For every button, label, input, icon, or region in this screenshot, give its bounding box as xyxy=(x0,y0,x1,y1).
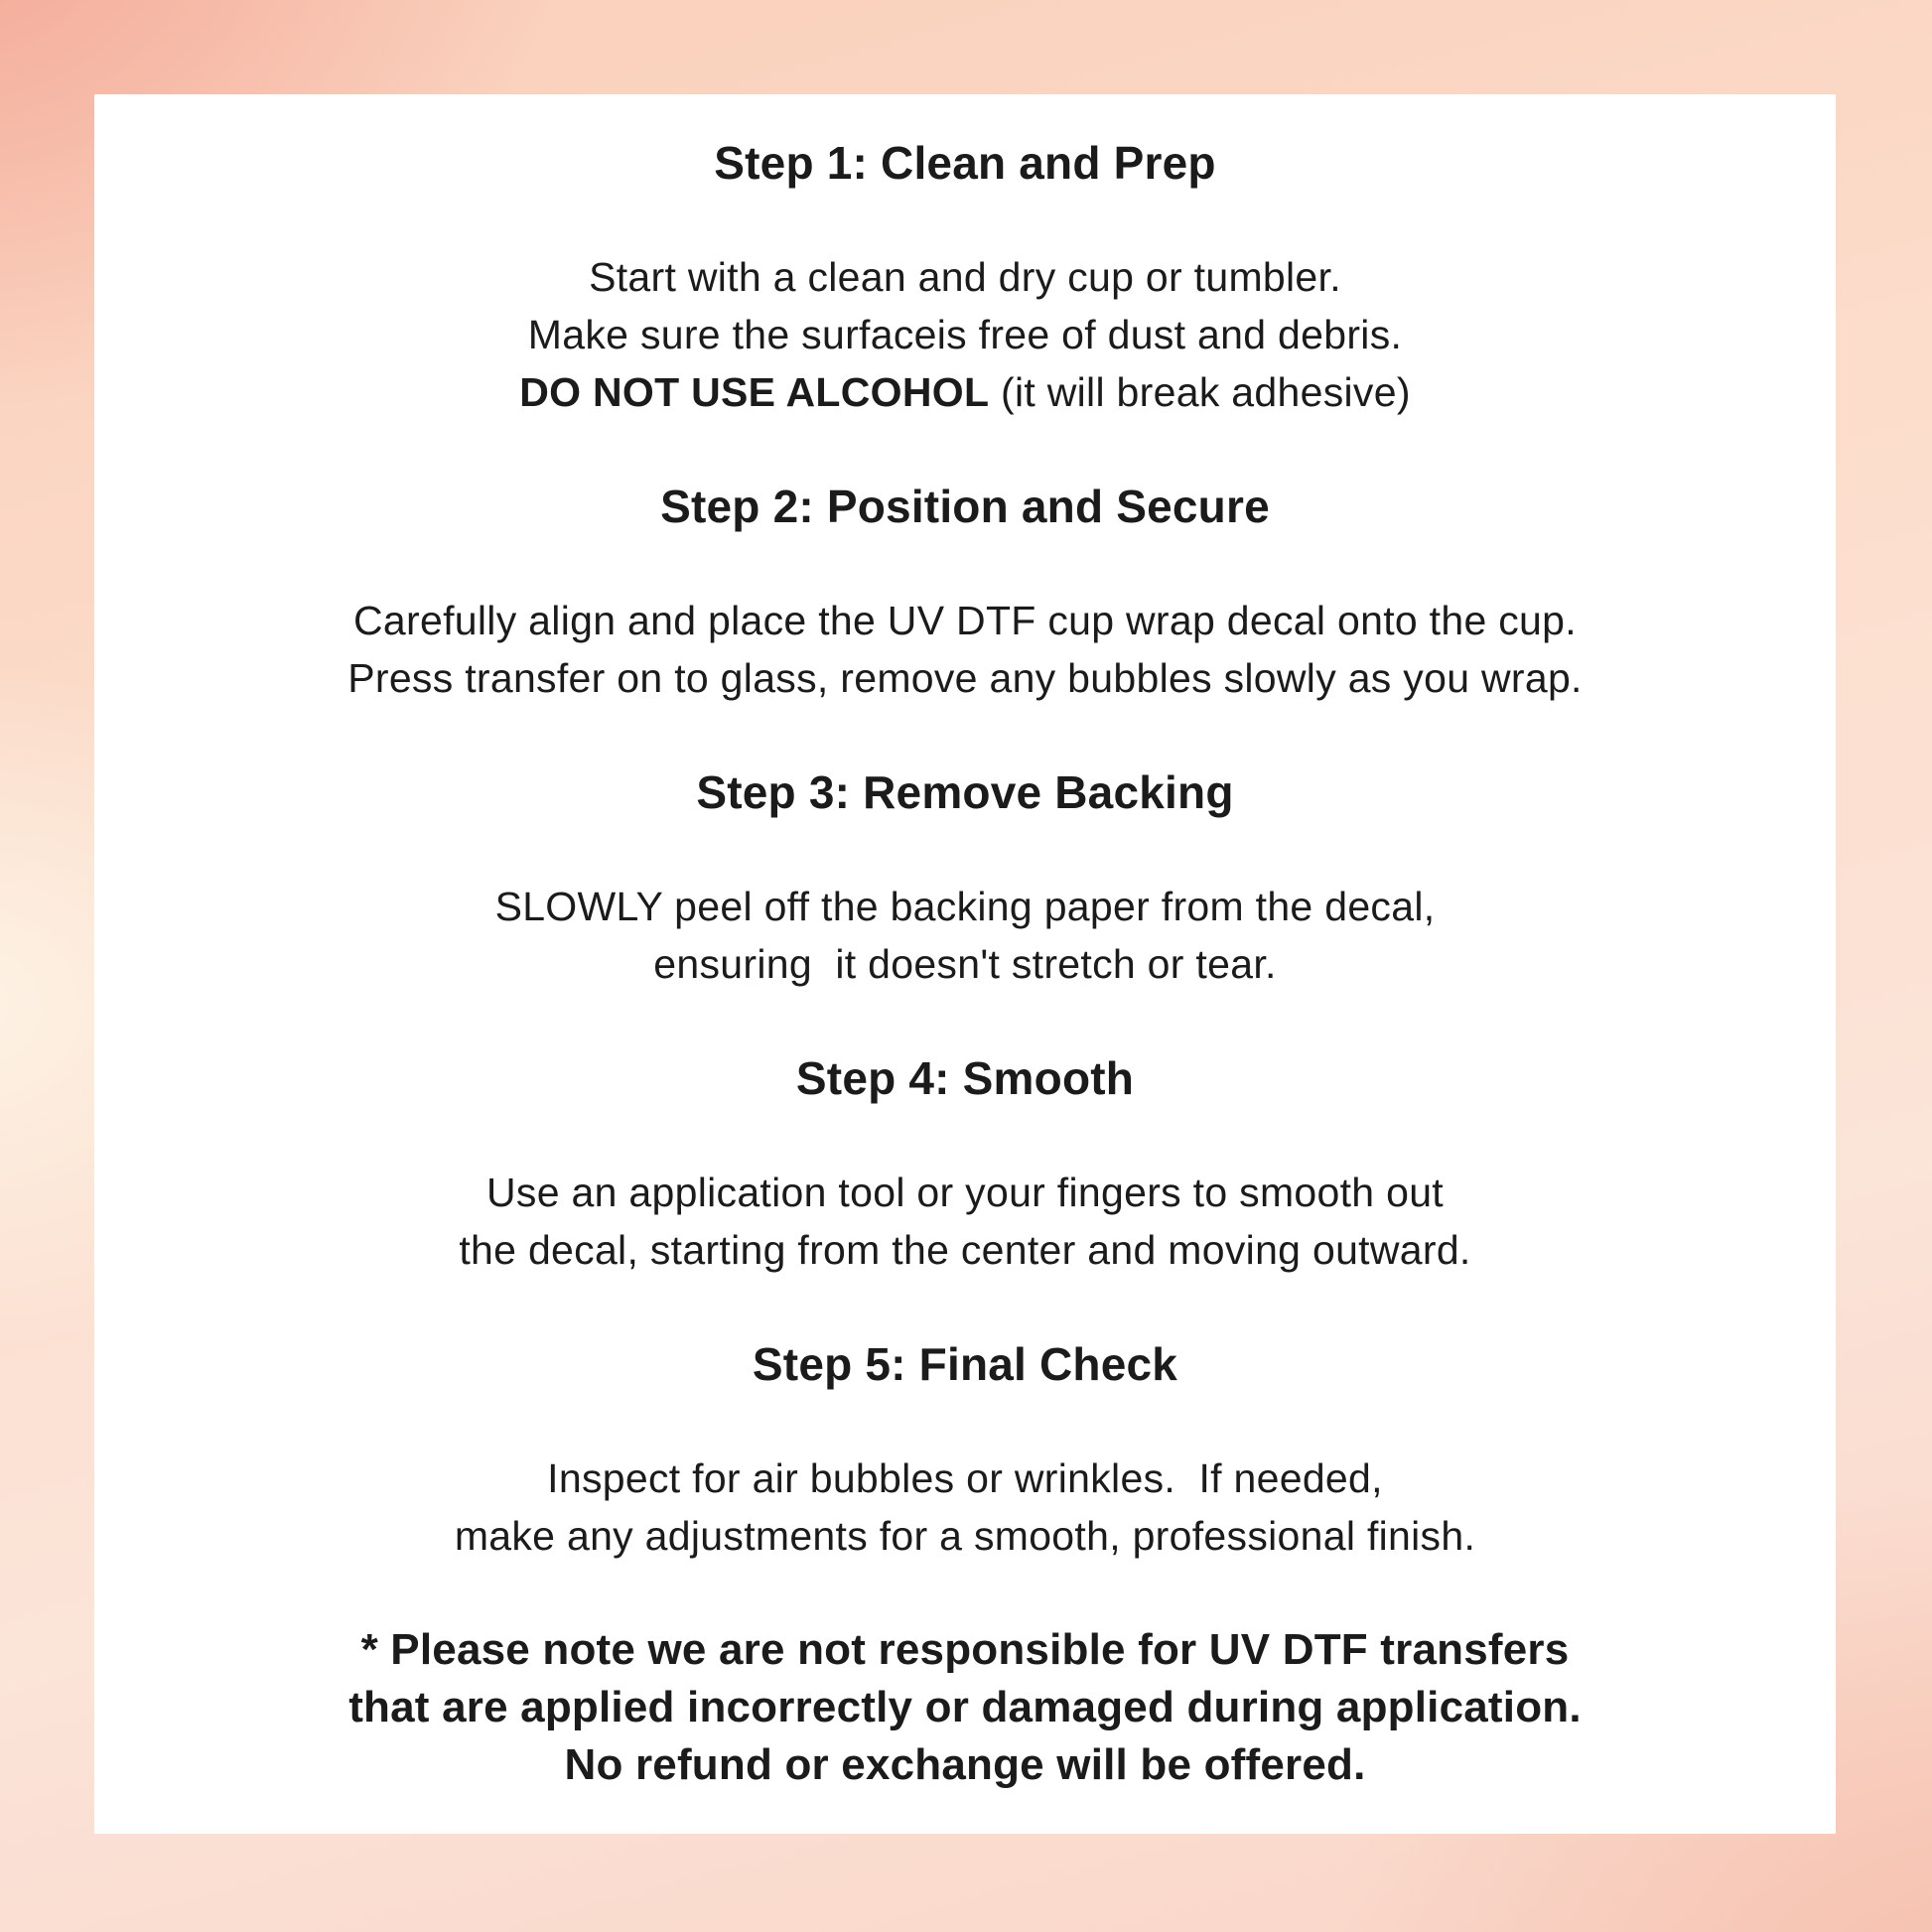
body-line-text: Inspect for air bubbles or wrinkles. If needed, xyxy=(547,1455,1383,1501)
body-line xyxy=(94,306,1836,363)
body-line-text: make any adjustments for a smooth, professional finish. xyxy=(454,1513,1476,1559)
body-line xyxy=(94,935,1836,993)
body-line xyxy=(94,1221,1836,1279)
disclaimer-line: * Please note we are not responsible for UV DTF transfers xyxy=(360,1625,1570,1674)
heading-text: Step 4: Smooth xyxy=(795,1052,1135,1104)
heading-text: Step 5: Final Check xyxy=(752,1338,1178,1390)
body-line xyxy=(94,649,1836,707)
body-line xyxy=(94,363,1836,421)
body-line xyxy=(94,878,1836,935)
body-line xyxy=(94,592,1836,649)
body-line xyxy=(94,1164,1836,1221)
heading-text: Step 3: Remove Backing xyxy=(696,766,1234,818)
body-line xyxy=(94,248,1836,306)
section-body-step-4 xyxy=(94,1164,1836,1279)
heading-text: Step 2: Position and Secure xyxy=(660,481,1270,532)
body-line-text: Press transfer on to glass, remove any bubbles slowly as you wrap. xyxy=(347,655,1583,701)
disclaimer-line: that are applied incorrectly or damaged during application. xyxy=(348,1683,1582,1731)
body-line xyxy=(94,1507,1836,1565)
section-heading-step-3 xyxy=(94,763,1836,821)
body-line-text: the decal, starting from the center and moving outward. xyxy=(459,1227,1471,1273)
section-heading-step-1 xyxy=(94,134,1836,192)
body-line-bold: DO NOT USE ALCOHOL xyxy=(519,369,990,415)
heading-text: Step 1: Clean and Prep xyxy=(714,137,1216,189)
section-body-step-5 xyxy=(94,1449,1836,1565)
instruction-card xyxy=(94,94,1836,1834)
section-body-step-1 xyxy=(94,248,1836,421)
disclaimer-note xyxy=(94,1621,1836,1794)
body-line-text: Start with a clean and dry cup or tumbler. xyxy=(589,254,1341,300)
section-heading-step-5 xyxy=(94,1335,1836,1393)
disclaimer-line: No refund or exchange will be offered. xyxy=(564,1740,1366,1789)
body-line-text: (it will break adhesive) xyxy=(989,369,1411,415)
section-heading-step-2 xyxy=(94,478,1836,535)
body-line-text: Use an application tool or your fingers to smooth out xyxy=(486,1170,1444,1215)
body-line-text: ensuring it doesn't stretch or tear. xyxy=(653,941,1277,987)
section-body-step-3 xyxy=(94,878,1836,993)
section-body-step-2 xyxy=(94,592,1836,707)
section-heading-step-4 xyxy=(94,1049,1836,1107)
body-line xyxy=(94,1449,1836,1507)
body-line-text: Make sure the surfaceis free of dust and debris. xyxy=(527,312,1403,357)
body-line-text: SLOWLY peel off the backing paper from the decal, xyxy=(494,884,1436,929)
body-line-text: Carefully align and place the UV DTF cup wrap decal onto the cup. xyxy=(353,598,1577,643)
